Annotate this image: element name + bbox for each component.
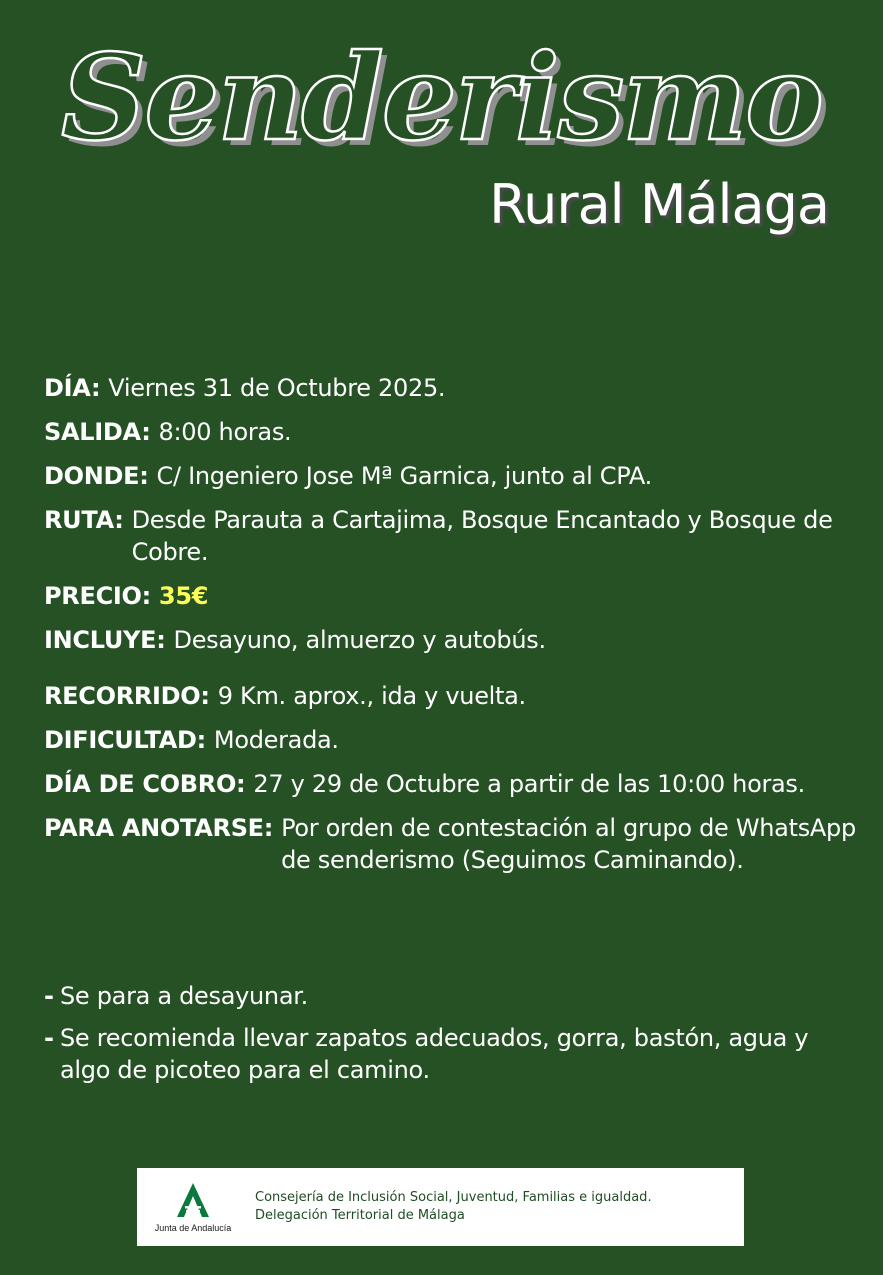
event-details — [44, 372, 874, 888]
detail-value: Por orden de contestación al grupo de WhatsApp de senderismo (Seguimos Caminando). — [281, 814, 856, 874]
notes-list — [44, 980, 844, 1096]
detail-anotarse — [44, 812, 874, 876]
detail-value: 8:00 horas. — [158, 418, 292, 446]
detail-value: 27 y 29 de Octubre a partir de las 10:00 horas. — [253, 770, 805, 798]
detail-ruta — [44, 504, 874, 568]
detail-dia-cobro — [44, 768, 874, 800]
poster-title: Senderismo — [61, 28, 822, 167]
footer-line-2: Delegación Territorial de Málaga — [255, 1208, 465, 1223]
junta-a-icon — [173, 1181, 213, 1221]
note-item — [44, 980, 844, 1012]
note-bullet: - — [44, 982, 54, 1010]
detail-value: C/ Ingeniero Jose Mª Garnica, junto al CPA. — [156, 462, 652, 490]
detail-salida — [44, 416, 874, 448]
detail-dificultad — [44, 724, 874, 756]
detail-donde — [44, 460, 874, 492]
note-text: Se para a desayunar. — [60, 982, 308, 1010]
detail-label: RUTA: — [44, 506, 124, 534]
detail-label: SALIDA: — [44, 418, 151, 446]
note-item — [44, 1022, 844, 1086]
detail-label: DÍA DE COBRO: — [44, 770, 246, 798]
logo-text: Junta de Andalucía — [154, 1223, 232, 1233]
detail-value: Desayuno, almuerzo y autobús. — [173, 626, 546, 654]
detail-label: DÍA: — [44, 374, 101, 402]
footer-line-1: Consejería de Inclusión Social, Juventud, Familias e igualdad. — [255, 1190, 652, 1205]
detail-recorrido — [44, 680, 874, 712]
footer-text — [255, 1189, 652, 1225]
detail-label: PRECIO: — [44, 582, 151, 610]
note-bullet: - — [44, 1024, 54, 1052]
detail-precio — [44, 580, 874, 612]
note-text: Se recomienda llevar zapatos adecuados, gorra, bastón, agua y algo de picoteo para el camino. — [60, 1024, 809, 1084]
detail-label: RECORRIDO: — [44, 682, 210, 710]
detail-label: PARA ANOTARSE: — [44, 814, 274, 842]
detail-value: Moderada. — [213, 726, 339, 754]
detail-value: Viernes 31 de Octubre 2025. — [108, 374, 446, 402]
detail-incluye — [44, 624, 874, 656]
detail-dia — [44, 372, 874, 404]
price-value: 35€ — [158, 582, 209, 610]
footer-banner — [137, 1168, 744, 1246]
detail-value: Desde Parauta a Cartajima, Bosque Encantado y Bosque de Cobre. — [131, 506, 833, 566]
detail-label: DIFICULTAD: — [44, 726, 206, 754]
detail-value: 9 Km. aprox., ida y vuelta. — [217, 682, 526, 710]
junta-andalucia-logo — [137, 1168, 249, 1246]
detail-label: DONDE: — [44, 462, 149, 490]
poster-subtitle: Rural Málaga — [489, 173, 829, 236]
detail-label: INCLUYE: — [44, 626, 166, 654]
